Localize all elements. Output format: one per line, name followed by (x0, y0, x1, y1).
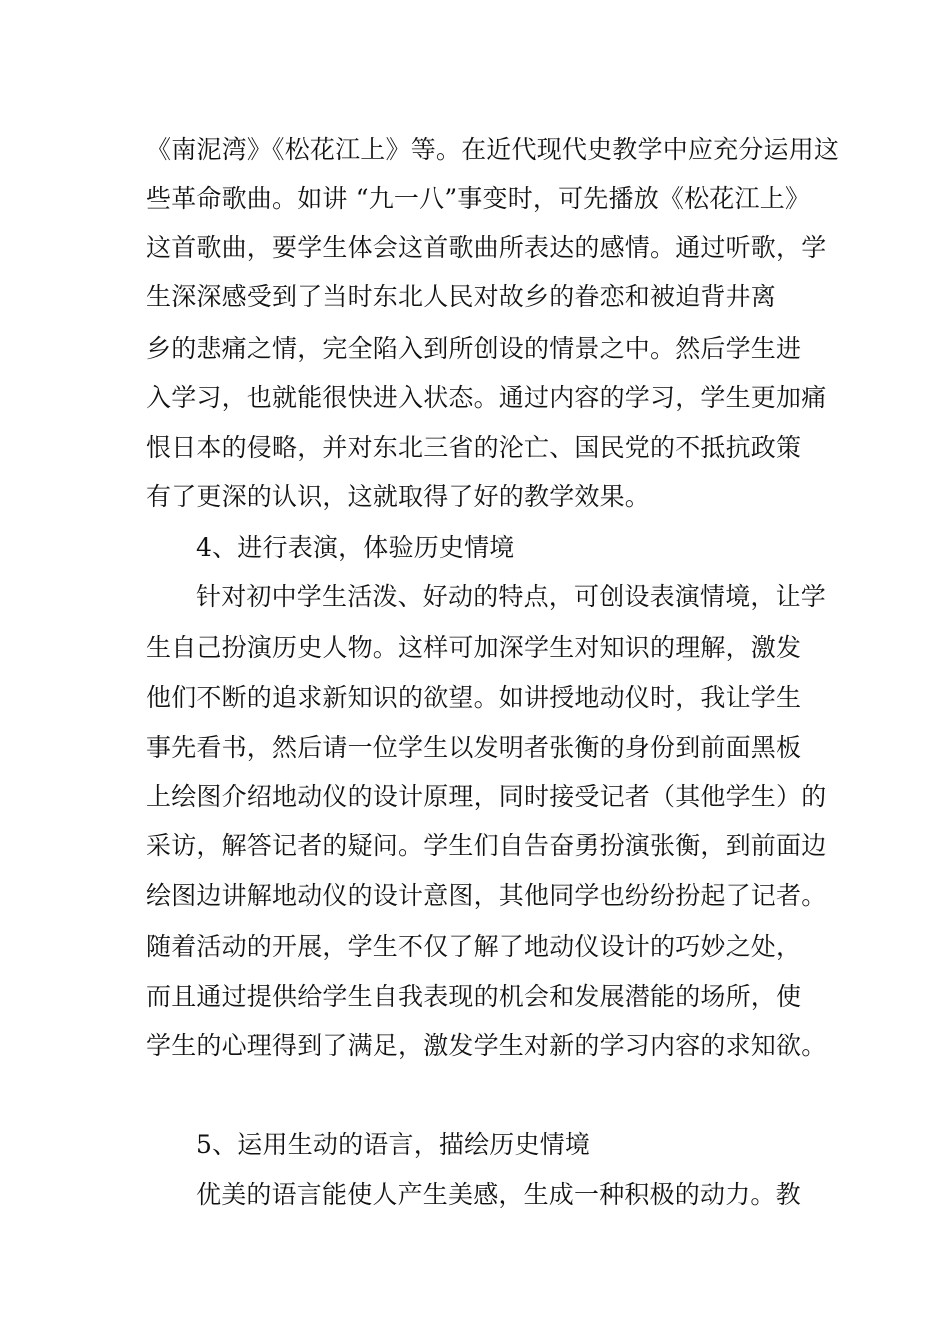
section-heading: 4、进行表演，体验历史情境 (196, 533, 515, 562)
text-line: 上绘图介绍地动仪的设计原理，同时接受记者（其他学生）的 (146, 782, 827, 811)
text-line: 绘图边讲解地动仪的设计意图，其他同学也纷纷扮起了记者。 (146, 881, 827, 910)
text-line: 这首歌曲，要学生体会这首歌曲所表达的感情。通过听歌，学 (146, 233, 827, 262)
text-line: 事先看书，然后请一位学生以发明者张衡的身份到前面黑板 (146, 733, 802, 762)
text-line: 有了更深的认识，这就取得了好的教学效果。 (146, 482, 651, 511)
text-line: 些革命歌曲。如讲 “九一八”事变时，可先播放《松花江上》 (146, 184, 811, 213)
text-line: 他们不断的追求新知识的欲望。如讲授地动仪时，我让学生 (146, 683, 802, 712)
section-heading: 5、运用生动的语言，描绘历史情境 (196, 1130, 591, 1159)
text-line: 生自己扮演历史人物。这样可加深学生对知识的理解，激发 (146, 633, 802, 662)
text-line: 学生的心理得到了满足，激发学生对新的学习内容的求知欲。 (146, 1031, 827, 1060)
text-line: 生深深感受到了当时东北人民对故乡的眷恋和被迫背井离 (146, 282, 777, 311)
text-line: 入学习，也就能很快进入状态。通过内容的学习，学生更加痛 (146, 383, 827, 412)
text-line: 而且通过提供给学生自我表现的机会和发展潜能的场所，使 (146, 982, 802, 1011)
text-line: 优美的语言能使人产生美感，生成一种积极的动力。教 (196, 1180, 801, 1209)
text-line: 乡的悲痛之情，完全陷入到所创设的情景之中。然后学生进 (146, 334, 802, 363)
text-line: 恨日本的侵略，并对东北三省的沦亡、国民党的不抵抗政策 (146, 433, 802, 462)
text-line: 针对初中学生活泼、好动的特点，可创设表演情境，让学 (196, 582, 827, 611)
text-line: 《南泥湾》《松花江上》等。在近代现代史教学中应充分运用这 (146, 135, 840, 164)
text-line: 采访，解答记者的疑问。学生们自告奋勇扮演张衡，到前面边 (146, 831, 827, 860)
text-line: 随着活动的开展，学生不仅了解了地动仪设计的巧妙之处， (146, 932, 802, 961)
